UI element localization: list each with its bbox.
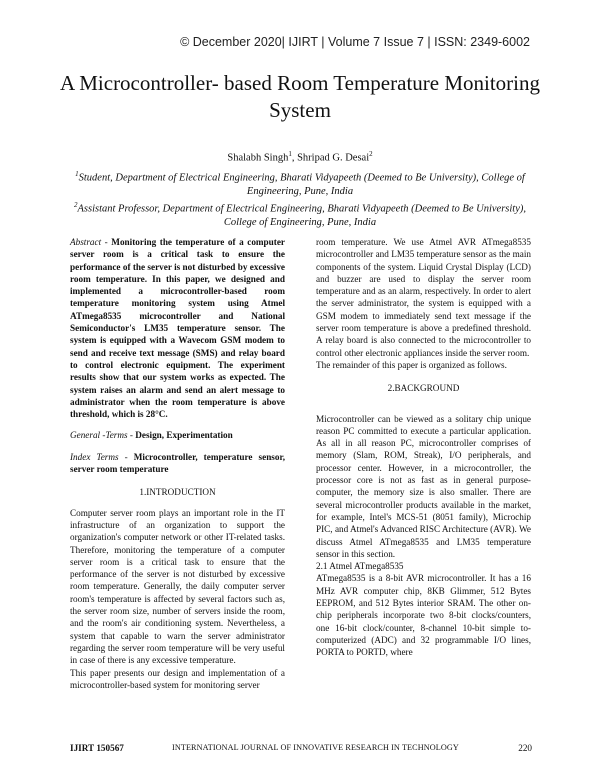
- affiliation-2-num: 2: [74, 200, 78, 209]
- left-column: [70, 236, 285, 691]
- index-terms-label: Index Terms -: [70, 451, 128, 462]
- author-names: [60, 148, 540, 165]
- author-block: [60, 148, 540, 229]
- right-column: [316, 236, 531, 659]
- background-paragraph: Microcontroller can be viewed as a solitary chip unique reason PC committed to execute a particular application. As all in all reason PC, microcontroller comprises of memory (Slam, ROM, Streak), I/O peripherals, and processor center. However, in a microcontroller, the processor core is not as fast as in general purpose-computer, the memory size is also smaller. There are several microcontroller products available in the market, for example, Intel's MCS-51 (8051 family), Microchip PIC, and Atmel's Advanced RISC Architecture (AVR). We discuss Atmel ATmega8535 and LM35 temperature sensor in this section.: [316, 413, 531, 559]
- index-terms-text: Microcontroller, temperature sensor, server room temperature: [70, 451, 285, 475]
- abstract-text: Monitoring the temperature of a computer server room is a critical task to ensure the performance of the server is not disturbed by excessive room temperature. In this paper, we designed and implemented a microcontroller-based room temperature monitoring system using Atmel ATmega8535 microcontroller and National Semiconductor's LM35 temperature sensor. The system is equipped with a Wavecom GSM modem to send and receive text message (SMS) and relay board to control electronic equipment. The experiment results show that our system works as expected. The system raises an alarm and send an alert message to administrator when the room temperature is above threshold, which is 28°C.: [70, 237, 285, 420]
- right-paragraph-1: room temperature. We use Atmel AVR ATmega8535 microcontroller and LM35 temperature sensor as the main components of the system. Liquid Crystal Display (LCD) and buzzer are used to display the server room temperature and as an alarm, respectively. In order to alert the server administrator, the system is equipped with a GSM modem to immediately send text message if the server room temperature is above a predefined threshold. A relay board is also connected to the microcontroller to control other electronic appliances inside the server room.: [316, 237, 531, 358]
- author-2: Shripad G. Desai: [297, 152, 370, 164]
- affiliation-2: [60, 199, 540, 230]
- footer-page-number: 220: [518, 743, 532, 753]
- affiliation-1: [60, 168, 540, 199]
- section-heading-introduction: 1.INTRODUCTION: [139, 487, 216, 498]
- author-separator: ,: [291, 152, 298, 164]
- footer-journal-name: INTERNATIONAL JOURNAL OF INNOVATIVE RESEARCH IN TECHNOLOGY: [172, 743, 459, 752]
- subsection-heading-atmega: 2.1 Atmel ATmega8535: [316, 561, 404, 572]
- author-1: Shalabh Singh: [227, 152, 289, 164]
- intro-paragraph-1: Computer server room plays an important role in the IT infrastructure of an organization to support the organization's computer network or other IT-related tasks. Therefore, monitoring the temperature of a computer server room is a critical task to ensure that the performance of the server is not disturbed by excessive room temperature. Generally, the daily computer server room's temperature is affected by several factors such as, the server room size, number of servers inside the room, and the room's air conditioning system. Nevertheless, a system that capable to warn the server administrator regarding the server room temperature will be very useful in case of there is any excessive temperature.: [70, 507, 285, 666]
- affiliation-1-num: 1: [75, 170, 79, 178]
- author-1-sup: 1: [288, 150, 292, 158]
- right-paragraph-2: The remainder of this paper is organized as follows.: [316, 359, 507, 370]
- atmega-paragraph: ATmega8535 is a 8-bit AVR microcontroller. It has a 16 MHz AVR computer chip, 8KB Glimmer, 512 Bytes EEPROM, and 512 Bytes interior SRAM. The other on-chip peripherals incorporate two 8-bit clocks/counters, one 16-bit clock/counter, 8-channel 10-bit simple to-computerized (ADC) and 32 programmable I/O lines, PORTA to PORTD, where: [316, 573, 531, 658]
- index-terms: [70, 451, 285, 476]
- paper-title: A Microcontroller- based Room Temperature Monitoring System: [59, 71, 541, 122]
- intro-paragraph-2: This paper presents our design and implementation of a microcontroller-based system for monitoring server: [70, 667, 285, 690]
- general-terms: [70, 429, 285, 441]
- section-heading-background: 2.BACKGROUND: [387, 383, 460, 394]
- running-header: © December 2020| IJIRT | Volume 7 Issue 7 | ISSN: 2349-6002: [180, 35, 530, 49]
- general-terms-text: Design, Experimentation: [132, 430, 233, 441]
- author-2-sup: 2: [369, 150, 373, 158]
- footer-paper-id: IJIRT 150567: [70, 743, 124, 753]
- abstract-label: Abstract -: [70, 237, 108, 247]
- general-terms-label: General -Terms -: [70, 430, 133, 441]
- abstract: [70, 236, 285, 420]
- affiliation-1-text: Student, Department of Electrical Engineering, Bharati Vidyapeeth (Deemed to Be University), College of Engineering, Pune, India: [78, 172, 525, 197]
- affiliation-2-text: Assistant Professor, Department of Electrical Engineering, Bharati Vidyapeeth (Deemed to Be University), College of Engineering, Pune, India: [77, 203, 526, 228]
